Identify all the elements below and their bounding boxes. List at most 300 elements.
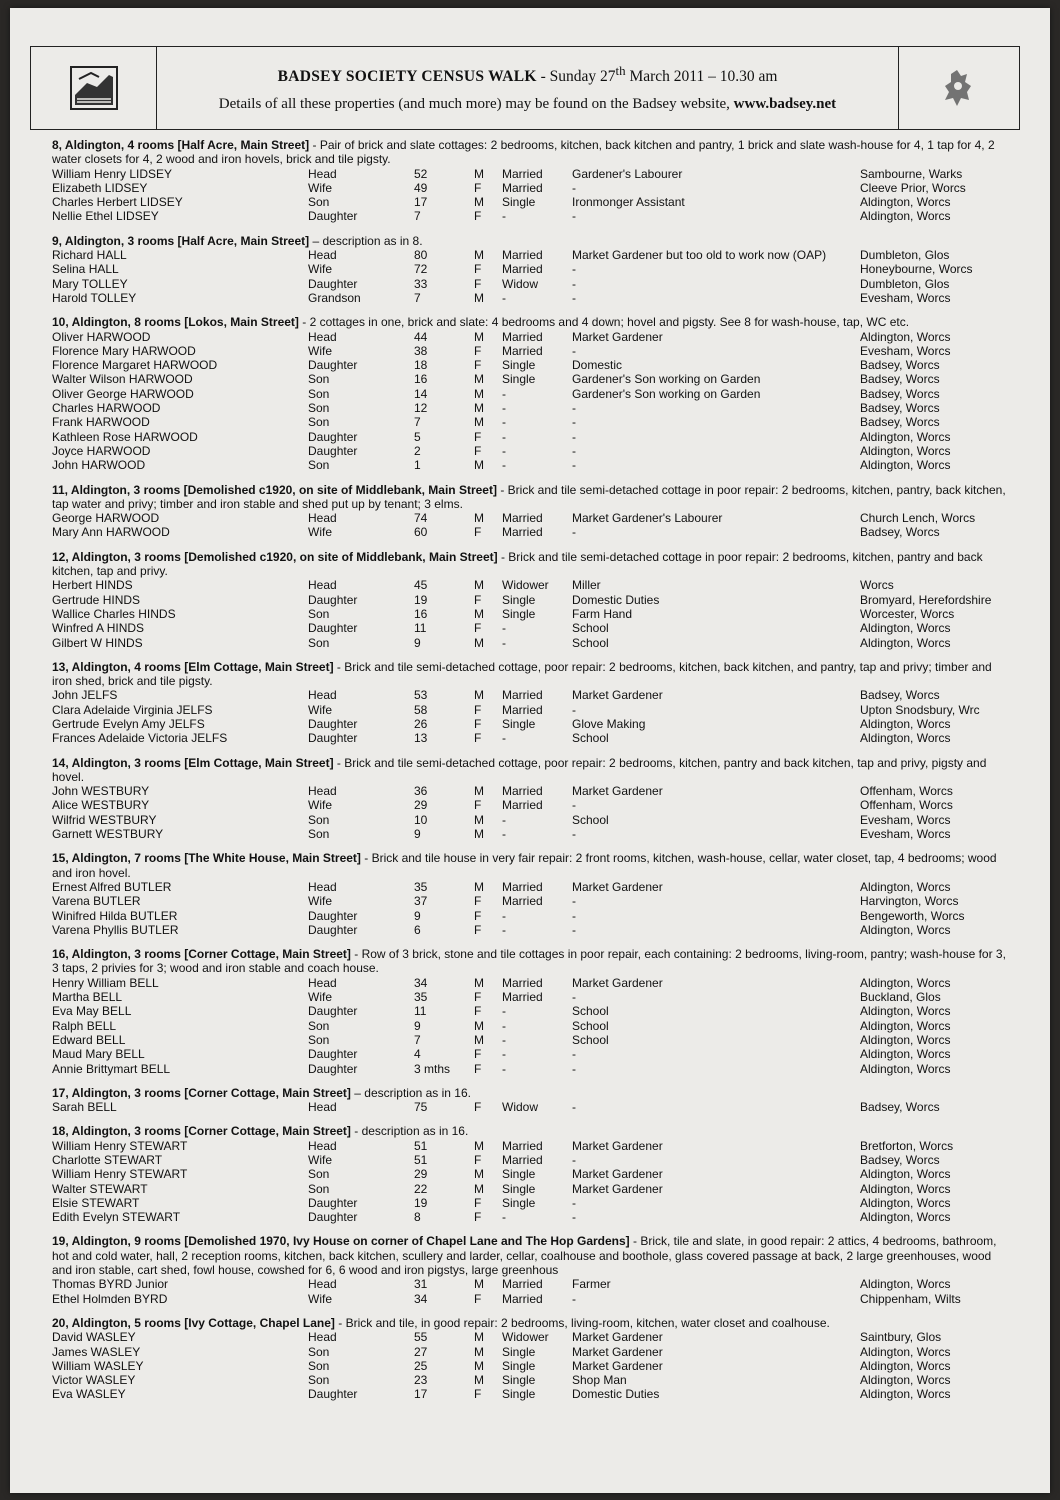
property-heading: 14, Aldington, 3 rooms [Elm Cottage, Main Street] [52, 755, 334, 770]
resident-age: 31 [414, 1277, 428, 1292]
resident-place: Aldington, Worcs [860, 1181, 951, 1196]
resident-age: 60 [414, 525, 428, 540]
resident-mar: Single [502, 592, 536, 607]
resident-rel: Daughter [308, 908, 358, 923]
resident-name: Elizabeth LIDSEY [52, 180, 148, 195]
resident-occ: Shop Man [572, 1373, 627, 1388]
resident-mar: - [502, 290, 506, 305]
resident-age: 14 [414, 386, 428, 401]
resident-row [52, 291, 1012, 305]
resident-sex: M [474, 1358, 484, 1373]
resident-place: Aldington, Worcs [860, 1061, 951, 1076]
resident-sex: M [474, 606, 484, 621]
property-details: - Brick and tile semi-detached cottage in poor repair: 2 bedrooms, kitchen, pantry, back kitchen, tap water and privy; timber and iron stable and shed put up by tenant; 3 elms. [52, 482, 1006, 511]
property-details: - Brick, tile and slate, in good repair: 2 attics, 4 bedrooms, bathroom, hot and cold water, hall, 2 reception rooms, kitchen, back kitchen, scullery and larder, cellar, coalhouse and boothole, glass covered passage at back, 2 large greenhouses, wood and iron stable, cart shed, fowl house, cowshed for 6, 6 wood and iron pigstys, large greenhous [52, 1234, 997, 1278]
resident-mar: - [502, 1004, 506, 1019]
resident-occ: - [572, 458, 576, 473]
resident-row [52, 458, 1012, 472]
property-entry [52, 315, 1012, 472]
property-entry [52, 947, 1012, 1076]
resident-place: Upton Snodsbury, Wrc [860, 702, 980, 717]
resident-mar: - [502, 386, 506, 401]
resident-place: Evesham, Worcs [860, 827, 951, 842]
resident-sex: M [474, 1181, 484, 1196]
resident-age: 37 [414, 894, 428, 909]
resident-occ: - [572, 1210, 576, 1225]
resident-mar: Single [502, 606, 536, 621]
resident-sex: M [474, 635, 484, 650]
resident-mar: - [502, 827, 506, 842]
resident-occ: - [572, 922, 576, 937]
resident-row [52, 784, 1012, 798]
resident-row [52, 703, 1012, 717]
resident-place: Cleeve Prior, Worcs [860, 180, 966, 195]
resident-row [52, 1359, 1012, 1373]
society-logo-icon [69, 65, 119, 111]
resident-place: Aldington, Worcs [860, 716, 951, 731]
resident-age: 29 [414, 1167, 428, 1182]
resident-rel: Son [308, 827, 330, 842]
resident-age: 16 [414, 372, 428, 387]
resident-rel: Son [308, 195, 330, 210]
resident-rel: Daughter [308, 429, 358, 444]
property-description [52, 1316, 1012, 1330]
resident-mar: Single [502, 372, 536, 387]
resident-age: 10 [414, 812, 428, 827]
property-description [52, 315, 1012, 329]
resident-rel: Daughter [308, 621, 358, 636]
resident-sex: M [474, 511, 484, 526]
resident-occ: Market Gardener [572, 1167, 663, 1182]
resident-row [52, 827, 1012, 841]
resident-mar: Married [502, 166, 543, 181]
resident-name: James WASLEY [52, 1344, 141, 1359]
resident-row [52, 909, 1012, 923]
resident-occ: - [572, 1291, 576, 1306]
resident-place: Evesham, Worcs [860, 343, 951, 358]
crest-logo [898, 47, 1019, 129]
resident-rel: Son [308, 635, 330, 650]
resident-age: 34 [414, 1291, 428, 1306]
resident-name: Winfred A HINDS [52, 621, 145, 636]
resident-occ: Domestic Duties [572, 1387, 660, 1402]
resident-place: Aldington, Worcs [860, 1358, 951, 1373]
resident-sex: M [474, 1018, 484, 1033]
resident-place: Aldington, Worcs [860, 1210, 951, 1225]
resident-rel: Daughter [308, 1004, 358, 1019]
resident-row [52, 387, 1012, 401]
resident-sex: F [474, 180, 482, 195]
resident-mar: Married [502, 180, 543, 195]
resident-place: Aldington, Worcs [860, 1018, 951, 1033]
resident-age: 19 [414, 592, 428, 607]
resident-place: Aldington, Worcs [860, 1387, 951, 1402]
resident-place: Badsey, Worcs [860, 358, 940, 373]
website-link[interactable]: www.badsey.net [733, 96, 837, 113]
title-date: - Sunday 27 [536, 68, 616, 86]
resident-row [52, 1139, 1012, 1153]
resident-rel: Head [308, 329, 337, 344]
property-details: - Brick and tile house in very fair repair: 2 front rooms, kitchen, wash-house, cellar, water closet, tap, 4 bedrooms; wood and iron hovel. [52, 851, 997, 880]
resident-occ: - [572, 276, 576, 291]
resident-occ: Market Gardener [572, 1344, 663, 1359]
resident-name: Elsie STEWART [52, 1195, 140, 1210]
subtitle-text: Details of all these properties (and much more) may be found on the Badsey website, [218, 96, 734, 113]
resident-mar: Married [502, 894, 543, 909]
resident-row [52, 277, 1012, 291]
resident-row [52, 894, 1012, 908]
property-entry [52, 1086, 1012, 1115]
resident-name: Edith Evelyn STEWART [52, 1210, 181, 1225]
resident-name: Oliver HARWOOD [52, 329, 151, 344]
resident-row [52, 1345, 1012, 1359]
resident-mar: Single [502, 1167, 536, 1182]
resident-row [52, 923, 1012, 937]
resident-age: 9 [414, 827, 421, 842]
resident-occ: School [572, 1004, 609, 1019]
resident-occ: - [572, 290, 576, 305]
resident-place: Badsey, Worcs [860, 386, 940, 401]
resident-mar: Widow [502, 1100, 539, 1115]
resident-sex: M [474, 195, 484, 210]
resident-name: William WASLEY [52, 1358, 144, 1373]
census-entries [52, 138, 1012, 1412]
resident-sex: F [474, 209, 482, 224]
resident-rel: Son [308, 458, 330, 473]
property-description [52, 138, 1012, 167]
resident-place: Aldington, Worcs [860, 1032, 951, 1047]
resident-occ: - [572, 1100, 576, 1115]
resident-place: Aldington, Worcs [860, 195, 951, 210]
resident-place: Badsey, Worcs [860, 1153, 940, 1167]
resident-sex: F [474, 358, 482, 373]
resident-sex: F [474, 262, 482, 277]
resident-mar: - [502, 401, 506, 416]
resident-occ: Domestic Duties [572, 592, 660, 607]
resident-place: Church Lench, Worcs [860, 511, 976, 526]
resident-sex: M [474, 415, 484, 430]
resident-row [52, 330, 1012, 344]
resident-mar: Married [502, 343, 543, 358]
resident-rel: Son [308, 1358, 330, 1373]
resident-sex: F [474, 731, 482, 746]
resident-row [52, 1004, 1012, 1018]
resident-mar: - [502, 458, 506, 473]
resident-rel: Daughter [308, 716, 358, 731]
property-heading: 13, Aldington, 4 rooms [Elm Cottage, Main Street] [52, 659, 334, 674]
resident-occ: - [572, 1047, 576, 1062]
resident-age: 19 [414, 1195, 428, 1210]
resident-age: 35 [414, 879, 428, 894]
resident-age: 7 [414, 1032, 421, 1047]
resident-row [52, 372, 1012, 386]
document-sheet [10, 8, 1050, 1493]
resident-row [52, 195, 1012, 209]
resident-rel: Son [308, 1018, 330, 1033]
resident-mar: - [502, 1210, 506, 1225]
resident-age: 27 [414, 1344, 428, 1359]
resident-sex: M [474, 401, 484, 416]
property-details: – description as in 8. [309, 233, 423, 248]
resident-row [52, 1277, 1012, 1291]
property-details: - Brick and tile semi-detached cottage, poor repair: 2 bedrooms, kitchen, pantry and back kitchen, tap and privy, pigsty and hovel. [52, 755, 987, 784]
resident-row [52, 636, 1012, 650]
resident-mar: Married [502, 248, 543, 263]
resident-mar: - [502, 1047, 506, 1062]
property-details: - Brick and tile semi-detached cottage, poor repair: 2 bedrooms, kitchen, back kitchen, and pantry, tap and privy; timber and iron shed, brick and tile pigsty. [52, 659, 992, 689]
resident-row [52, 976, 1012, 990]
resident-row [52, 415, 1012, 429]
resident-mar: Widower [502, 1330, 549, 1345]
resident-row [52, 344, 1012, 358]
resident-sex: M [474, 1373, 484, 1388]
property-description [52, 947, 1012, 976]
resident-row [52, 1373, 1012, 1387]
resident-sex: M [474, 166, 484, 181]
resident-mar: Single [502, 1181, 536, 1196]
resident-rel: Head [308, 975, 337, 990]
resident-mar: Single [502, 195, 536, 210]
resident-age: 52 [414, 166, 428, 181]
resident-mar: - [502, 621, 506, 636]
resident-name: Selina HALL [52, 262, 119, 277]
resident-occ: Glove Making [572, 716, 646, 731]
resident-place: Aldington, Worcs [860, 621, 951, 636]
resident-age: 38 [414, 343, 428, 358]
resident-row [52, 1100, 1012, 1114]
resident-place: Buckland, Glos [860, 990, 941, 1005]
resident-name: Frances Adelaide Victoria JELFS [52, 731, 228, 746]
property-heading: 20, Aldington, 5 rooms [Ivy Cottage, Chapel Lane] [52, 1315, 335, 1330]
resident-place: Harvington, Worcs [860, 894, 959, 909]
resident-mar: Single [502, 1344, 536, 1359]
resident-name: Edward BELL [52, 1032, 126, 1047]
property-entry [52, 660, 1012, 746]
resident-sex: M [474, 975, 484, 990]
resident-rel: Daughter [308, 209, 358, 224]
resident-place: Worcs [860, 578, 894, 593]
property-details: - Pair of brick and slate cottages: 2 bedrooms, kitchen, back kitchen and pantry, 1 brick and slate wash-house for 4, 1 tap for 4, 2 water closets for 4, 2 wood and iron hovels, brick and tile pigsty. [52, 138, 995, 167]
resident-occ: - [572, 443, 576, 458]
resident-name: Gertrude Evelyn Amy JELFS [52, 716, 205, 731]
resident-place: Aldington, Worcs [860, 209, 951, 224]
resident-name: Clara Adelaide Virginia JELFS [52, 702, 213, 717]
resident-name: Ralph BELL [52, 1018, 117, 1033]
resident-place: Bengeworth, Worcs [860, 908, 965, 923]
resident-occ: School [572, 621, 609, 636]
resident-name: John WESTBURY [52, 784, 150, 799]
resident-rel: Wife [308, 990, 332, 1005]
resident-place: Offenham, Worcs [860, 798, 953, 813]
resident-rel: Daughter [308, 592, 358, 607]
resident-occ: - [572, 990, 576, 1005]
resident-occ: School [572, 1018, 609, 1033]
resident-row [52, 593, 1012, 607]
resident-mar: Single [502, 358, 536, 373]
resident-age: 49 [414, 180, 428, 195]
resident-rel: Wife [308, 525, 332, 540]
resident-mar: Married [502, 1291, 543, 1306]
resident-rel: Head [308, 1100, 337, 1115]
resident-occ: Market Gardener but too old to work now (OAP) [572, 248, 827, 263]
resident-rel: Daughter [308, 276, 358, 291]
resident-mar: Married [502, 511, 543, 526]
resident-row [52, 1167, 1012, 1181]
resident-place: Dumbleton, Glos [860, 276, 950, 291]
resident-name: Ernest Alfred BUTLER [52, 879, 172, 894]
property-heading: 10, Aldington, 8 rooms [Lokos, Main Street] [52, 315, 299, 330]
resident-rel: Wife [308, 180, 332, 195]
resident-place: Aldington, Worcs [860, 1167, 951, 1182]
resident-mar: Single [502, 1373, 536, 1388]
resident-sex: F [474, 990, 482, 1005]
resident-occ: Gardener's Son working on Garden [572, 386, 761, 401]
resident-sex: M [474, 1277, 484, 1292]
resident-age: 9 [414, 908, 421, 923]
property-entry [52, 1316, 1012, 1402]
resident-occ: School [572, 1032, 609, 1047]
resident-mar: Married [502, 990, 543, 1005]
resident-place: Badsey, Worcs [860, 401, 940, 416]
resident-place: Badsey, Worcs [860, 372, 940, 387]
resident-row [52, 578, 1012, 592]
resident-name: Harold TOLLEY [52, 290, 137, 305]
resident-rel: Son [308, 1344, 330, 1359]
property-description [52, 1234, 1012, 1277]
resident-row [52, 717, 1012, 731]
property-heading: 16, Aldington, 3 rooms [Corner Cottage, Main Street] [52, 947, 351, 962]
resident-mar: - [502, 635, 506, 650]
resident-place: Badsey, Worcs [860, 525, 940, 540]
resident-name: Herbert HINDS [52, 578, 133, 593]
resident-occ: Market Gardener [572, 975, 663, 990]
property-heading: 19, Aldington, 9 rooms [Demolished 1970, Ivy House on corner of Chapel Lane and The Hop Gardens] [52, 1234, 630, 1249]
property-description [52, 1124, 1012, 1138]
property-heading: 17, Aldington, 3 rooms [Corner Cottage, Main Street] [52, 1085, 351, 1100]
property-details: - Brick and tile, in good repair: 2 bedrooms, living-room, kitchen, water closet and coalhouse. [334, 1315, 830, 1330]
resident-sex: F [474, 922, 482, 937]
resident-row [52, 181, 1012, 195]
title-bold: BADSEY SOCIETY CENSUS WALK [277, 68, 537, 86]
resident-mar: Married [502, 262, 543, 277]
resident-place: Aldington, Worcs [860, 429, 951, 444]
resident-place: Aldington, Worcs [860, 458, 951, 473]
resident-row [52, 1033, 1012, 1047]
resident-place: Bromyard, Herefordshire [860, 592, 992, 607]
resident-name: Mary Ann HARWOOD [52, 525, 170, 540]
resident-age: 33 [414, 276, 428, 291]
resident-mar: - [502, 922, 506, 937]
resident-age: 18 [414, 358, 428, 373]
resident-occ: Market Gardener [572, 1138, 663, 1153]
resident-name: Winifred Hilda BUTLER [52, 908, 178, 923]
property-entry [52, 1234, 1012, 1305]
resident-place: Aldington, Worcs [860, 1344, 951, 1359]
resident-occ: School [572, 812, 609, 827]
resident-age: 16 [414, 606, 428, 621]
resident-age: 44 [414, 329, 428, 344]
resident-sex: F [474, 1100, 482, 1115]
resident-occ: - [572, 262, 576, 277]
resident-sex: F [474, 1195, 482, 1210]
resident-mar: Married [502, 784, 543, 799]
resident-sex: M [474, 1138, 484, 1153]
resident-occ: - [572, 525, 576, 540]
resident-rel: Daughter [308, 1195, 358, 1210]
resident-mar: Single [502, 1358, 536, 1373]
resident-age: 51 [414, 1153, 428, 1167]
resident-name: Henry William BELL [52, 975, 159, 990]
resident-sex: F [474, 429, 482, 444]
resident-age: 1 [414, 458, 421, 473]
resident-place: Aldington, Worcs [860, 879, 951, 894]
resident-age: 74 [414, 511, 428, 526]
resident-mar: Married [502, 1138, 543, 1153]
resident-sex: F [474, 1291, 482, 1306]
resident-sex: F [474, 525, 482, 540]
resident-rel: Son [308, 1167, 330, 1182]
resident-sex: M [474, 329, 484, 344]
resident-sex: M [474, 458, 484, 473]
page-title [157, 63, 898, 86]
resident-mar: Single [502, 1387, 536, 1402]
property-heading: 11, Aldington, 3 rooms [Demolished c1920, on site of Middlebank, Main Street] [52, 482, 497, 497]
resident-age: 29 [414, 798, 428, 813]
resident-rel: Head [308, 1138, 337, 1153]
resident-row [52, 880, 1012, 894]
resident-place: Dumbleton, Glos [860, 248, 950, 263]
property-details: – description as in 16. [350, 1085, 471, 1100]
page-header [30, 46, 1020, 130]
resident-rel: Daughter [308, 443, 358, 458]
resident-rel: Grandson [308, 290, 361, 305]
resident-rel: Head [308, 578, 337, 593]
resident-mar: - [502, 731, 506, 746]
resident-age: 9 [414, 635, 421, 650]
resident-row [52, 401, 1012, 415]
property-entry [52, 851, 1012, 937]
resident-row [52, 1330, 1012, 1344]
resident-age: 8 [414, 1210, 421, 1225]
resident-row [52, 1047, 1012, 1061]
resident-place: Aldington, Worcs [860, 922, 951, 937]
resident-occ: - [572, 827, 576, 842]
resident-sex: M [474, 812, 484, 827]
resident-age: 55 [414, 1330, 428, 1345]
resident-occ: - [572, 429, 576, 444]
resident-sex: M [474, 386, 484, 401]
resident-mar: - [502, 443, 506, 458]
resident-rel: Daughter [308, 731, 358, 746]
resident-rel: Son [308, 372, 330, 387]
resident-row [52, 1210, 1012, 1224]
resident-rel: Son [308, 606, 330, 621]
resident-rel: Head [308, 1277, 337, 1292]
resident-rel: Head [308, 784, 337, 799]
resident-occ: - [572, 908, 576, 923]
resident-occ: Miller [572, 578, 601, 593]
resident-occ: - [572, 702, 576, 717]
resident-place: Evesham, Worcs [860, 812, 951, 827]
resident-sex: F [474, 716, 482, 731]
property-details: - Brick and tile semi-detached cottage in poor repair: 2 bedrooms, kitchen, pantry and back kitchen, tap and privy. [52, 549, 983, 579]
resident-rel: Wife [308, 798, 332, 813]
resident-sex: F [474, 276, 482, 291]
resident-occ: Market Gardener [572, 688, 663, 703]
resident-sex: F [474, 1004, 482, 1019]
resident-place: Aldington, Worcs [860, 1373, 951, 1388]
resident-place: Aldington, Worcs [860, 1195, 951, 1210]
